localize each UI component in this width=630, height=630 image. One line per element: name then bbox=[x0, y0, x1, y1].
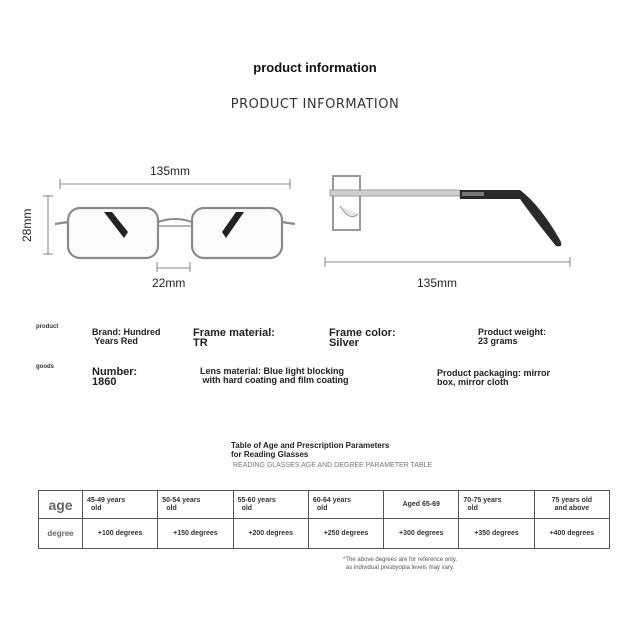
age-cell bbox=[233, 491, 308, 519]
age-cell bbox=[384, 491, 459, 519]
age-cell-line1: 70-75 years bbox=[463, 496, 502, 504]
table-row-degree bbox=[39, 519, 610, 549]
age-cell bbox=[158, 491, 233, 519]
lens-height-label: 28mm bbox=[20, 208, 34, 242]
age-cell-line2: old bbox=[241, 504, 253, 512]
age-degree-table bbox=[38, 490, 610, 549]
spec-frame-material-line1: Frame material: bbox=[193, 327, 275, 339]
table-title-line2: for Reading Glasses bbox=[231, 450, 309, 459]
degree-cell: +200 degrees bbox=[233, 519, 308, 549]
age-cell bbox=[308, 491, 383, 519]
spec-packaging-line2: box, mirror cloth bbox=[437, 377, 509, 387]
spec-lens-material bbox=[200, 367, 349, 385]
page-title: product information bbox=[253, 60, 377, 75]
temple-length-dimension-line bbox=[325, 257, 570, 267]
spec-frame-color-line1: Frame color: bbox=[329, 327, 396, 339]
degree-cell: +350 degrees bbox=[459, 519, 534, 549]
spec-tag-product: product bbox=[36, 324, 59, 330]
degree-cell: +100 degrees bbox=[83, 519, 158, 549]
spec-product-weight bbox=[478, 328, 546, 346]
table-row-age bbox=[39, 491, 610, 519]
spec-number-line1: Number: bbox=[92, 366, 138, 378]
degree-row-header: degree bbox=[39, 519, 83, 549]
age-cell-line2: old bbox=[166, 504, 177, 512]
degree-cell: +150 degrees bbox=[158, 519, 233, 549]
age-cell-line2: old bbox=[91, 504, 102, 512]
degree-cell: +250 degrees bbox=[308, 519, 383, 549]
age-cell-line2: old bbox=[316, 504, 328, 512]
bridge-dimension-line bbox=[157, 262, 190, 272]
degree-cell: +400 degrees bbox=[534, 519, 609, 549]
spec-number bbox=[92, 367, 137, 387]
spec-frame-color bbox=[329, 328, 396, 348]
table-footnote bbox=[300, 556, 500, 572]
spec-packaging-line1: Product packaging: mirror bbox=[437, 368, 551, 378]
spec-product-weight-line1: Product weight: bbox=[478, 327, 546, 337]
degree-cell: +300 degrees bbox=[384, 519, 459, 549]
spec-packaging bbox=[437, 369, 550, 387]
spec-brand-line2: Years Red bbox=[92, 336, 138, 346]
spec-product-weight-line2: 23 grams bbox=[478, 336, 518, 346]
page-subtitle: PRODUCT INFORMATION bbox=[230, 97, 400, 112]
spec-number-line2: 1860 bbox=[92, 376, 117, 388]
spec-lens-material-line2: with hard coating and film coating bbox=[200, 375, 349, 385]
age-cell-line2: and above bbox=[554, 504, 590, 512]
age-cell-line2: old bbox=[467, 504, 478, 512]
age-cell-line1: Aged 65-69 bbox=[402, 500, 440, 508]
table-title-line1: Table of Age and Prescription Parameters bbox=[231, 441, 390, 450]
glasses-front-view bbox=[55, 208, 295, 258]
spec-frame-material bbox=[193, 328, 275, 348]
temple-length-label: 135mm bbox=[417, 276, 458, 290]
age-cell-line1: 45-49 years bbox=[87, 496, 126, 504]
age-cell-line1: 60-64 years bbox=[312, 496, 351, 504]
lens-height-dimension-line bbox=[43, 196, 53, 254]
age-cell-line1: 75 years old bbox=[551, 496, 593, 504]
table-footnote-line2: as individual presbyopia levels may vary. bbox=[345, 565, 455, 571]
bridge-width-label: 22mm bbox=[152, 276, 186, 290]
front-width-dimension-line bbox=[60, 179, 290, 189]
table-title bbox=[231, 441, 389, 459]
spec-frame-color-line2: Silver bbox=[329, 337, 359, 349]
spec-brand bbox=[92, 328, 161, 346]
spec-frame-material-line2: TR bbox=[193, 337, 208, 349]
spec-brand-line1: Brand: Hundred bbox=[92, 327, 161, 337]
table-subtitle: READING GLASSES AGE AND DEGREE PARAMETER TABLE bbox=[233, 462, 433, 469]
spec-tag-goods: goods bbox=[36, 364, 54, 370]
glasses-side-view bbox=[330, 176, 561, 246]
spec-lens-material-line1: Lens material: Blue light blocking bbox=[200, 366, 345, 376]
age-cell bbox=[459, 491, 534, 519]
age-cell-line1: 55-60 years bbox=[237, 496, 276, 504]
front-width-label: 135mm bbox=[150, 164, 191, 178]
age-cell-line1: 50-54 years bbox=[162, 496, 201, 504]
age-row-header: age bbox=[39, 491, 83, 519]
age-cell bbox=[83, 491, 158, 519]
table-footnote-line1: *The above degrees are for reference only, bbox=[343, 557, 457, 563]
age-cell bbox=[534, 491, 609, 519]
